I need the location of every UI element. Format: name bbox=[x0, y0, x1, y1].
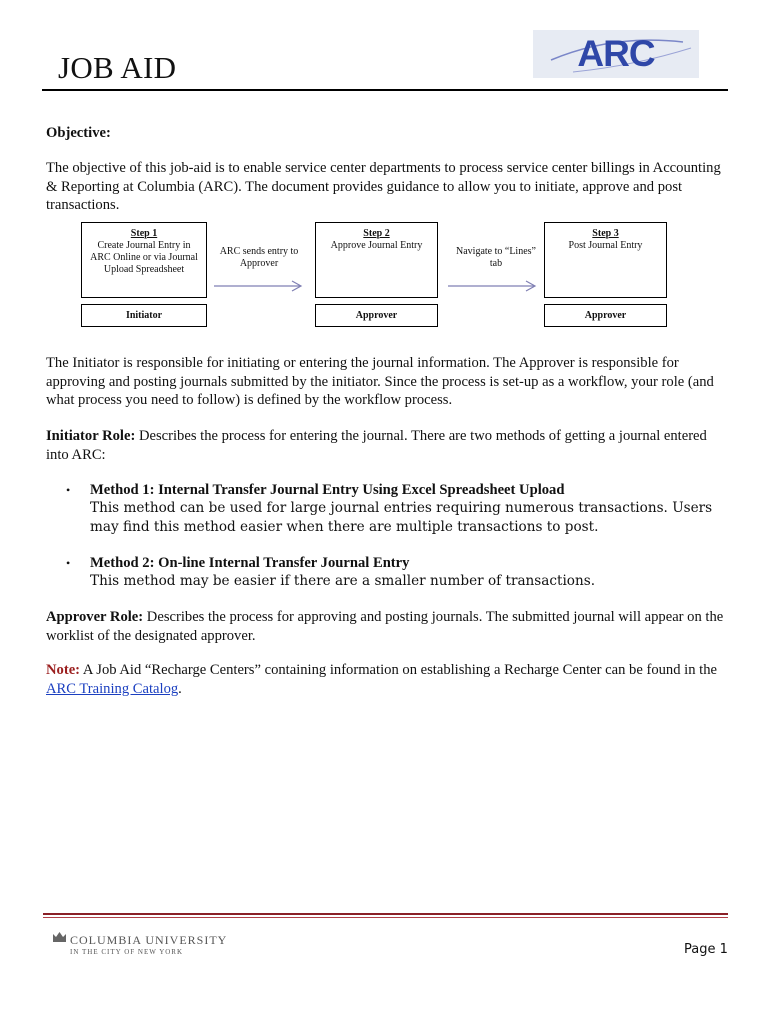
note-text-end: . bbox=[178, 680, 182, 697]
role-initiator-box: Initiator bbox=[81, 304, 207, 327]
initiator-role-paragraph bbox=[46, 427, 730, 464]
role-approver-box: Approver bbox=[315, 304, 438, 327]
note-text: A Job Aid “Recharge Centers” containing information on establishing a Recharge Center can be found in the bbox=[80, 662, 718, 678]
bullet-icon: • bbox=[66, 556, 71, 570]
arc-training-catalog-link[interactable]: ARC Training Catalog bbox=[46, 680, 179, 697]
note-label: Note: bbox=[46, 662, 81, 678]
step-1-text: Create Journal Entry in ARC Online or via Journal Upload Spreadsheet bbox=[90, 240, 198, 275]
role-approver-box: Approver bbox=[544, 304, 667, 327]
title-rule bbox=[42, 89, 728, 91]
arrow-right-icon bbox=[446, 279, 541, 293]
method-1-description: This method can be used for large journal entries requiring numerous transactions. Users may find this method easier when there are multiple transactions to post. bbox=[90, 500, 713, 535]
university-subtitle: IN THE CITY OF NEW YORK bbox=[70, 948, 184, 956]
logo-text: ARC bbox=[577, 33, 655, 74]
university-name: COLUMBIA UNIVERSITY bbox=[70, 933, 228, 947]
transition-2-label: Navigate to “Lines” tab bbox=[456, 246, 536, 269]
step-2-box bbox=[315, 222, 438, 298]
approver-role-text: Describes the process for approving and posting journals. The submitted journal will appear on the worklist of the designated approver. bbox=[46, 609, 724, 644]
step-2-text: Approve Journal Entry bbox=[330, 240, 423, 251]
objective-heading: Objective: bbox=[46, 125, 111, 141]
approver-role-paragraph bbox=[46, 608, 730, 645]
method-1-title: Method 1: Internal Transfer Journal Entry Using Excel Spreadsheet Upload bbox=[90, 482, 565, 498]
note-paragraph bbox=[46, 661, 730, 698]
transition-1-label: ARC sends entry to Approver bbox=[219, 246, 299, 269]
method-2-title: Method 2: On-line Internal Transfer Journal Entry bbox=[90, 555, 410, 571]
objective-body: The objective of this job-aid is to enable service center departments to process service center billings in Accounting & Reporting at Columbia (ARC). The document provides guidance to allow you to initiate, approve and post transactions. bbox=[46, 160, 721, 213]
arc-logo bbox=[533, 30, 699, 78]
approver-role-heading: Approver Role: bbox=[46, 609, 144, 625]
arrow-right-icon bbox=[212, 279, 307, 293]
bullet-icon: • bbox=[66, 483, 71, 497]
crown-icon bbox=[52, 930, 67, 944]
footer-rule bbox=[43, 913, 728, 915]
step-3-box bbox=[544, 222, 667, 298]
step-1-label: Step 1 bbox=[130, 228, 158, 239]
step-3-text: Post Journal Entry bbox=[568, 240, 643, 251]
method-2-description: This method may be easier if there are a smaller number of transactions. bbox=[90, 573, 596, 589]
roles-paragraph: The Initiator is responsible for initiating or entering the journal information. The Approver is responsible for approving and posting journals submitted by the initiator. Since the process is set-up as a workflow, your role (and what process you need to follow) is defined by the workflow process. bbox=[46, 355, 714, 408]
footer-rule bbox=[43, 917, 728, 918]
page-number: Page 1 bbox=[684, 942, 728, 957]
step-2-label: Step 2 bbox=[363, 228, 390, 239]
initiator-role-text: Describes the process for entering the journal. There are two methods of getting a journal entered into ARC: bbox=[46, 428, 707, 463]
initiator-role-heading: Initiator Role: bbox=[46, 428, 136, 444]
page-title: JOB AID bbox=[58, 50, 177, 85]
step-1-box bbox=[81, 222, 207, 298]
step-3-label: Step 3 bbox=[592, 228, 619, 239]
